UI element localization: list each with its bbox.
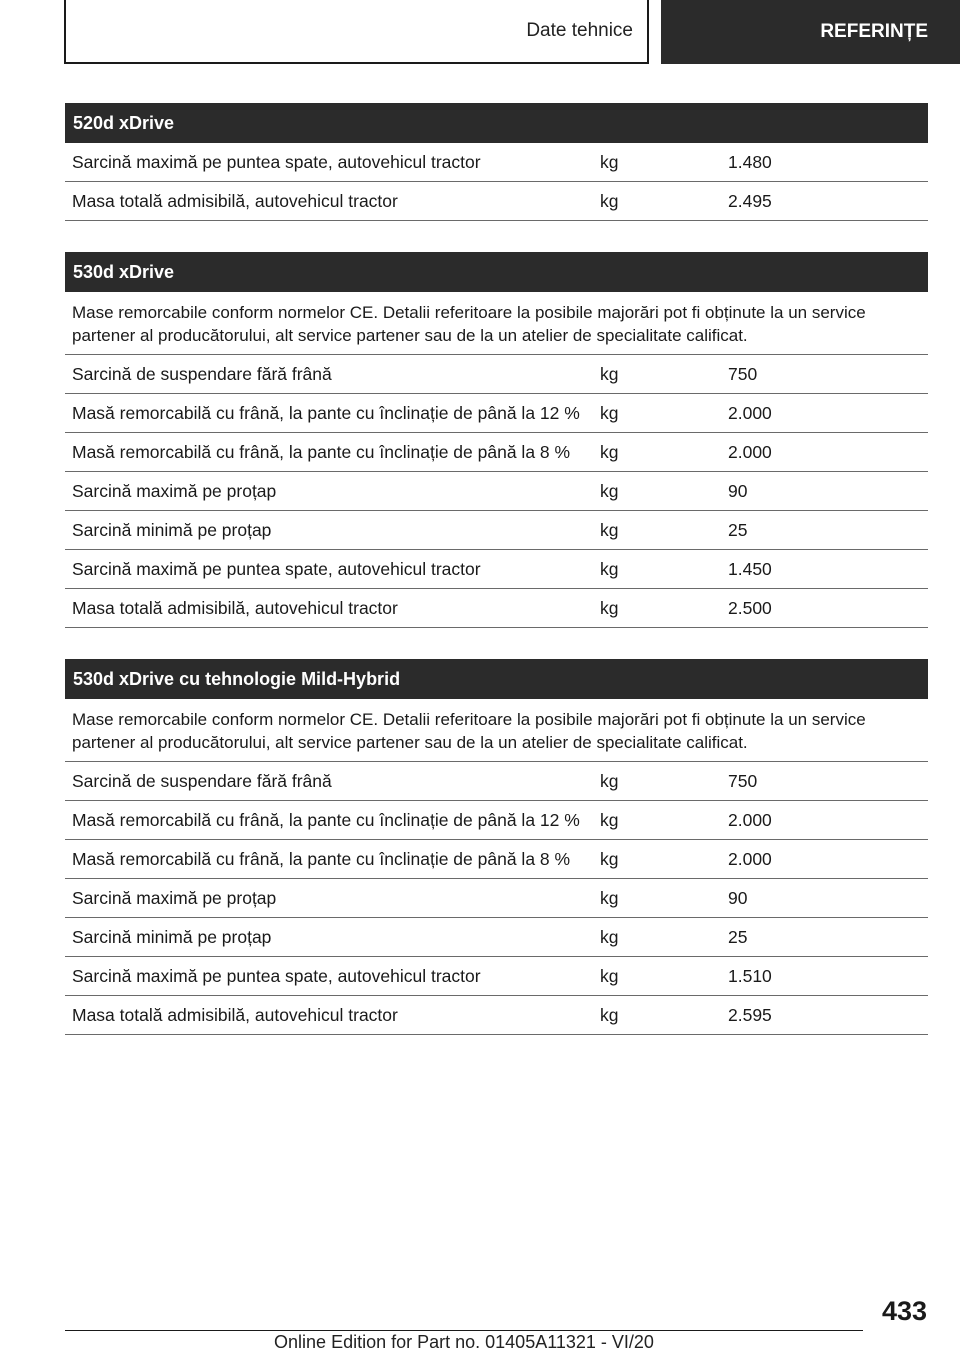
row-value: 2.495 [728, 191, 772, 211]
row-value: 90 [728, 888, 748, 908]
table-row [65, 394, 928, 433]
table-row [65, 355, 928, 394]
table-row [65, 143, 928, 182]
row-unit: kg [600, 810, 619, 830]
row-unit: kg [600, 520, 619, 540]
table-row [65, 879, 928, 918]
section-title: Date tehnice [526, 20, 633, 41]
table-row [65, 511, 928, 550]
row-value: 2.000 [728, 442, 772, 462]
row-unit: kg [600, 403, 619, 423]
spec-block [65, 252, 928, 628]
page-number: 433 [881, 1296, 927, 1326]
row-label: Masă remorcabilă cu frână, la pante cu înclinație de până la 8 % [72, 442, 571, 462]
row-value: 750 [728, 364, 758, 384]
row-value: 1.450 [728, 559, 772, 579]
row-unit: kg [600, 598, 619, 618]
row-unit: kg [600, 364, 619, 384]
table-row [65, 182, 928, 221]
block-note: Mase remorcabile conform normelor CE. Detalii referitoare la posibile majorări pot fi obținute la un service partener al producătorului, alt service partener sau de la un atelier de specialitate calificat. [65, 292, 928, 355]
row-label: Masă remorcabilă cu frână, la pante cu înclinație de până la 12 % [72, 403, 580, 423]
row-value: 1.480 [728, 152, 772, 172]
row-label: Sarcină minimă pe proțap [72, 927, 272, 947]
spec-block [65, 659, 928, 1035]
page-header [0, 0, 960, 66]
row-unit: kg [600, 559, 619, 579]
row-unit: kg [600, 888, 619, 908]
table-row [65, 957, 928, 996]
row-label: Sarcină maximă pe proțap [72, 481, 277, 501]
chapter-title: REFERINȚE [820, 21, 928, 42]
table-row [65, 762, 928, 801]
section-tab [64, 0, 649, 64]
table-row [65, 996, 928, 1035]
spec-block [65, 103, 928, 221]
row-unit: kg [600, 771, 619, 791]
row-value: 1.510 [728, 966, 772, 986]
row-unit: kg [600, 481, 619, 501]
row-label: Sarcină maximă pe puntea spate, autovehicul tractor [72, 559, 481, 579]
row-value: 750 [728, 771, 758, 791]
spec-tables [65, 103, 928, 1066]
table-row [65, 550, 928, 589]
row-value: 2.000 [728, 849, 772, 869]
row-unit: kg [600, 152, 619, 172]
row-value: 2.500 [728, 598, 772, 618]
row-unit: kg [600, 1005, 619, 1025]
row-label: Masa totală admisibilă, autovehicul tractor [72, 1005, 398, 1025]
row-value: 25 [728, 520, 748, 540]
chapter-tab [661, 0, 960, 64]
row-value: 90 [728, 481, 748, 501]
table-row [65, 472, 928, 511]
row-label: Sarcină maximă pe puntea spate, autovehicul tractor [72, 152, 481, 172]
block-note: Mase remorcabile conform normelor CE. Detalii referitoare la posibile majorări pot fi obținute la un service partener al producătorului, alt service partener sau de la un atelier de specialitate calificat. [65, 699, 928, 762]
row-label: Sarcină maximă pe puntea spate, autovehicul tractor [72, 966, 481, 986]
row-label: Sarcină maximă pe proțap [72, 888, 277, 908]
table-row [65, 801, 928, 840]
block-title: 530d xDrive cu tehnologie Mild-Hybrid [65, 659, 928, 699]
row-label: Masă remorcabilă cu frână, la pante cu înclinație de până la 8 % [72, 849, 571, 869]
row-label: Masă remorcabilă cu frână, la pante cu înclinație de până la 12 % [72, 810, 580, 830]
table-row [65, 589, 928, 628]
row-value: 2.000 [728, 810, 772, 830]
row-unit: kg [600, 442, 619, 462]
block-title: 530d xDrive [65, 252, 928, 292]
row-label: Masa totală admisibilă, autovehicul tractor [72, 598, 398, 618]
table-row [65, 433, 928, 472]
row-value: 25 [728, 927, 748, 947]
row-value: 2.000 [728, 403, 772, 423]
edition-note: Online Edition for Part no. 01405A11321 - VI/20 [274, 1332, 654, 1352]
row-unit: kg [600, 927, 619, 947]
table-row [65, 918, 928, 957]
row-label: Sarcină de suspendare fără frână [72, 364, 332, 384]
row-label: Masa totală admisibilă, autovehicul tractor [72, 191, 398, 211]
row-label: Sarcină minimă pe proțap [72, 520, 272, 540]
row-label: Sarcină de suspendare fără frână [72, 771, 332, 791]
footer-divider [65, 1330, 863, 1331]
row-value: 2.595 [728, 1005, 772, 1025]
row-unit: kg [600, 191, 619, 211]
block-title: 520d xDrive [65, 103, 928, 143]
row-unit: kg [600, 966, 619, 986]
row-unit: kg [600, 849, 619, 869]
table-row [65, 840, 928, 879]
